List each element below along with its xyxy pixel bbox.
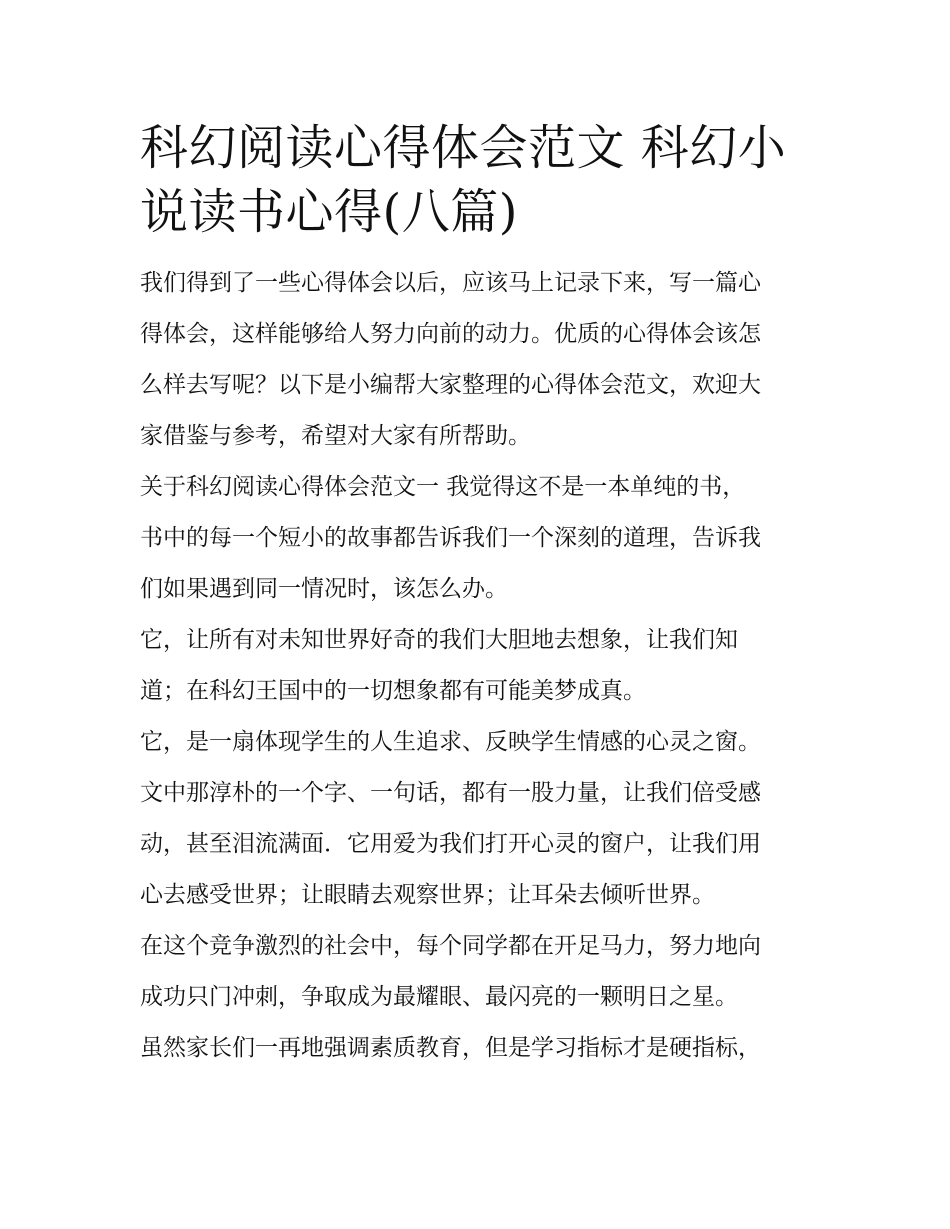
paragraph-competition bbox=[140, 921, 816, 1023]
text-line: 文中那淳朴的一个字、一句话，都有一股力量，让我们倍受感 bbox=[140, 780, 761, 806]
title-line: 科幻阅读心得体会范文 科幻小 bbox=[140, 120, 787, 176]
paragraph-imagination bbox=[140, 615, 816, 717]
paragraph-intro bbox=[140, 258, 816, 462]
text-line: 么样去写呢？以下是小编帮大家整理的心得体会范文，欢迎大 bbox=[140, 372, 761, 398]
text-line: 得体会，这样能够给人努力向前的动力。优质的心得体会该怎 bbox=[140, 321, 761, 347]
paragraph-window-of-soul bbox=[140, 717, 816, 921]
text-line: 道；在科幻王国中的一切想象都有可能美梦成真。 bbox=[140, 678, 646, 704]
title-line: 说读书心得(八篇) bbox=[140, 184, 518, 240]
document-title bbox=[140, 116, 816, 244]
text-line: 家借鉴与参考，希望对大家有所帮助。 bbox=[140, 423, 531, 449]
text-line: 虽然家长们一再地强调素质教育，但是学习指标才是硬指标， bbox=[140, 1035, 761, 1061]
text-line: 心去感受世界；让眼睛去观察世界；让耳朵去倾听世界。 bbox=[140, 882, 715, 908]
text-line: 关于科幻阅读心得体会范文一 我觉得这不是一本单纯的书， bbox=[140, 474, 746, 500]
paragraph-essay-one-opening bbox=[140, 462, 816, 615]
text-line: 书中的每一个短小的故事都告诉我们一个深刻的道理，告诉我 bbox=[140, 525, 761, 551]
document-body bbox=[140, 116, 816, 1074]
text-line: 它，是一扇体现学生的人生追求、反映学生情感的心灵之窗。 bbox=[140, 729, 761, 755]
text-line: 在这个竞争激烈的社会中，每个同学都在开足马力，努力地向 bbox=[140, 933, 761, 959]
text-line: 它，让所有对未知世界好奇的我们大胆地去想象，让我们知 bbox=[140, 627, 738, 653]
text-line: 们如果遇到同一情况时，该怎么办。 bbox=[140, 576, 508, 602]
text-line: 动，甚至泪流满面．它用爱为我们打开心灵的窗户，让我们用 bbox=[140, 831, 761, 857]
text-line: 成功只门冲刺，争取成为最耀眼、最闪亮的一颗明日之星。 bbox=[140, 984, 738, 1010]
text-line: 我们得到了一些心得体会以后，应该马上记录下来，写一篇心 bbox=[140, 270, 761, 296]
paragraph-education bbox=[140, 1023, 816, 1074]
